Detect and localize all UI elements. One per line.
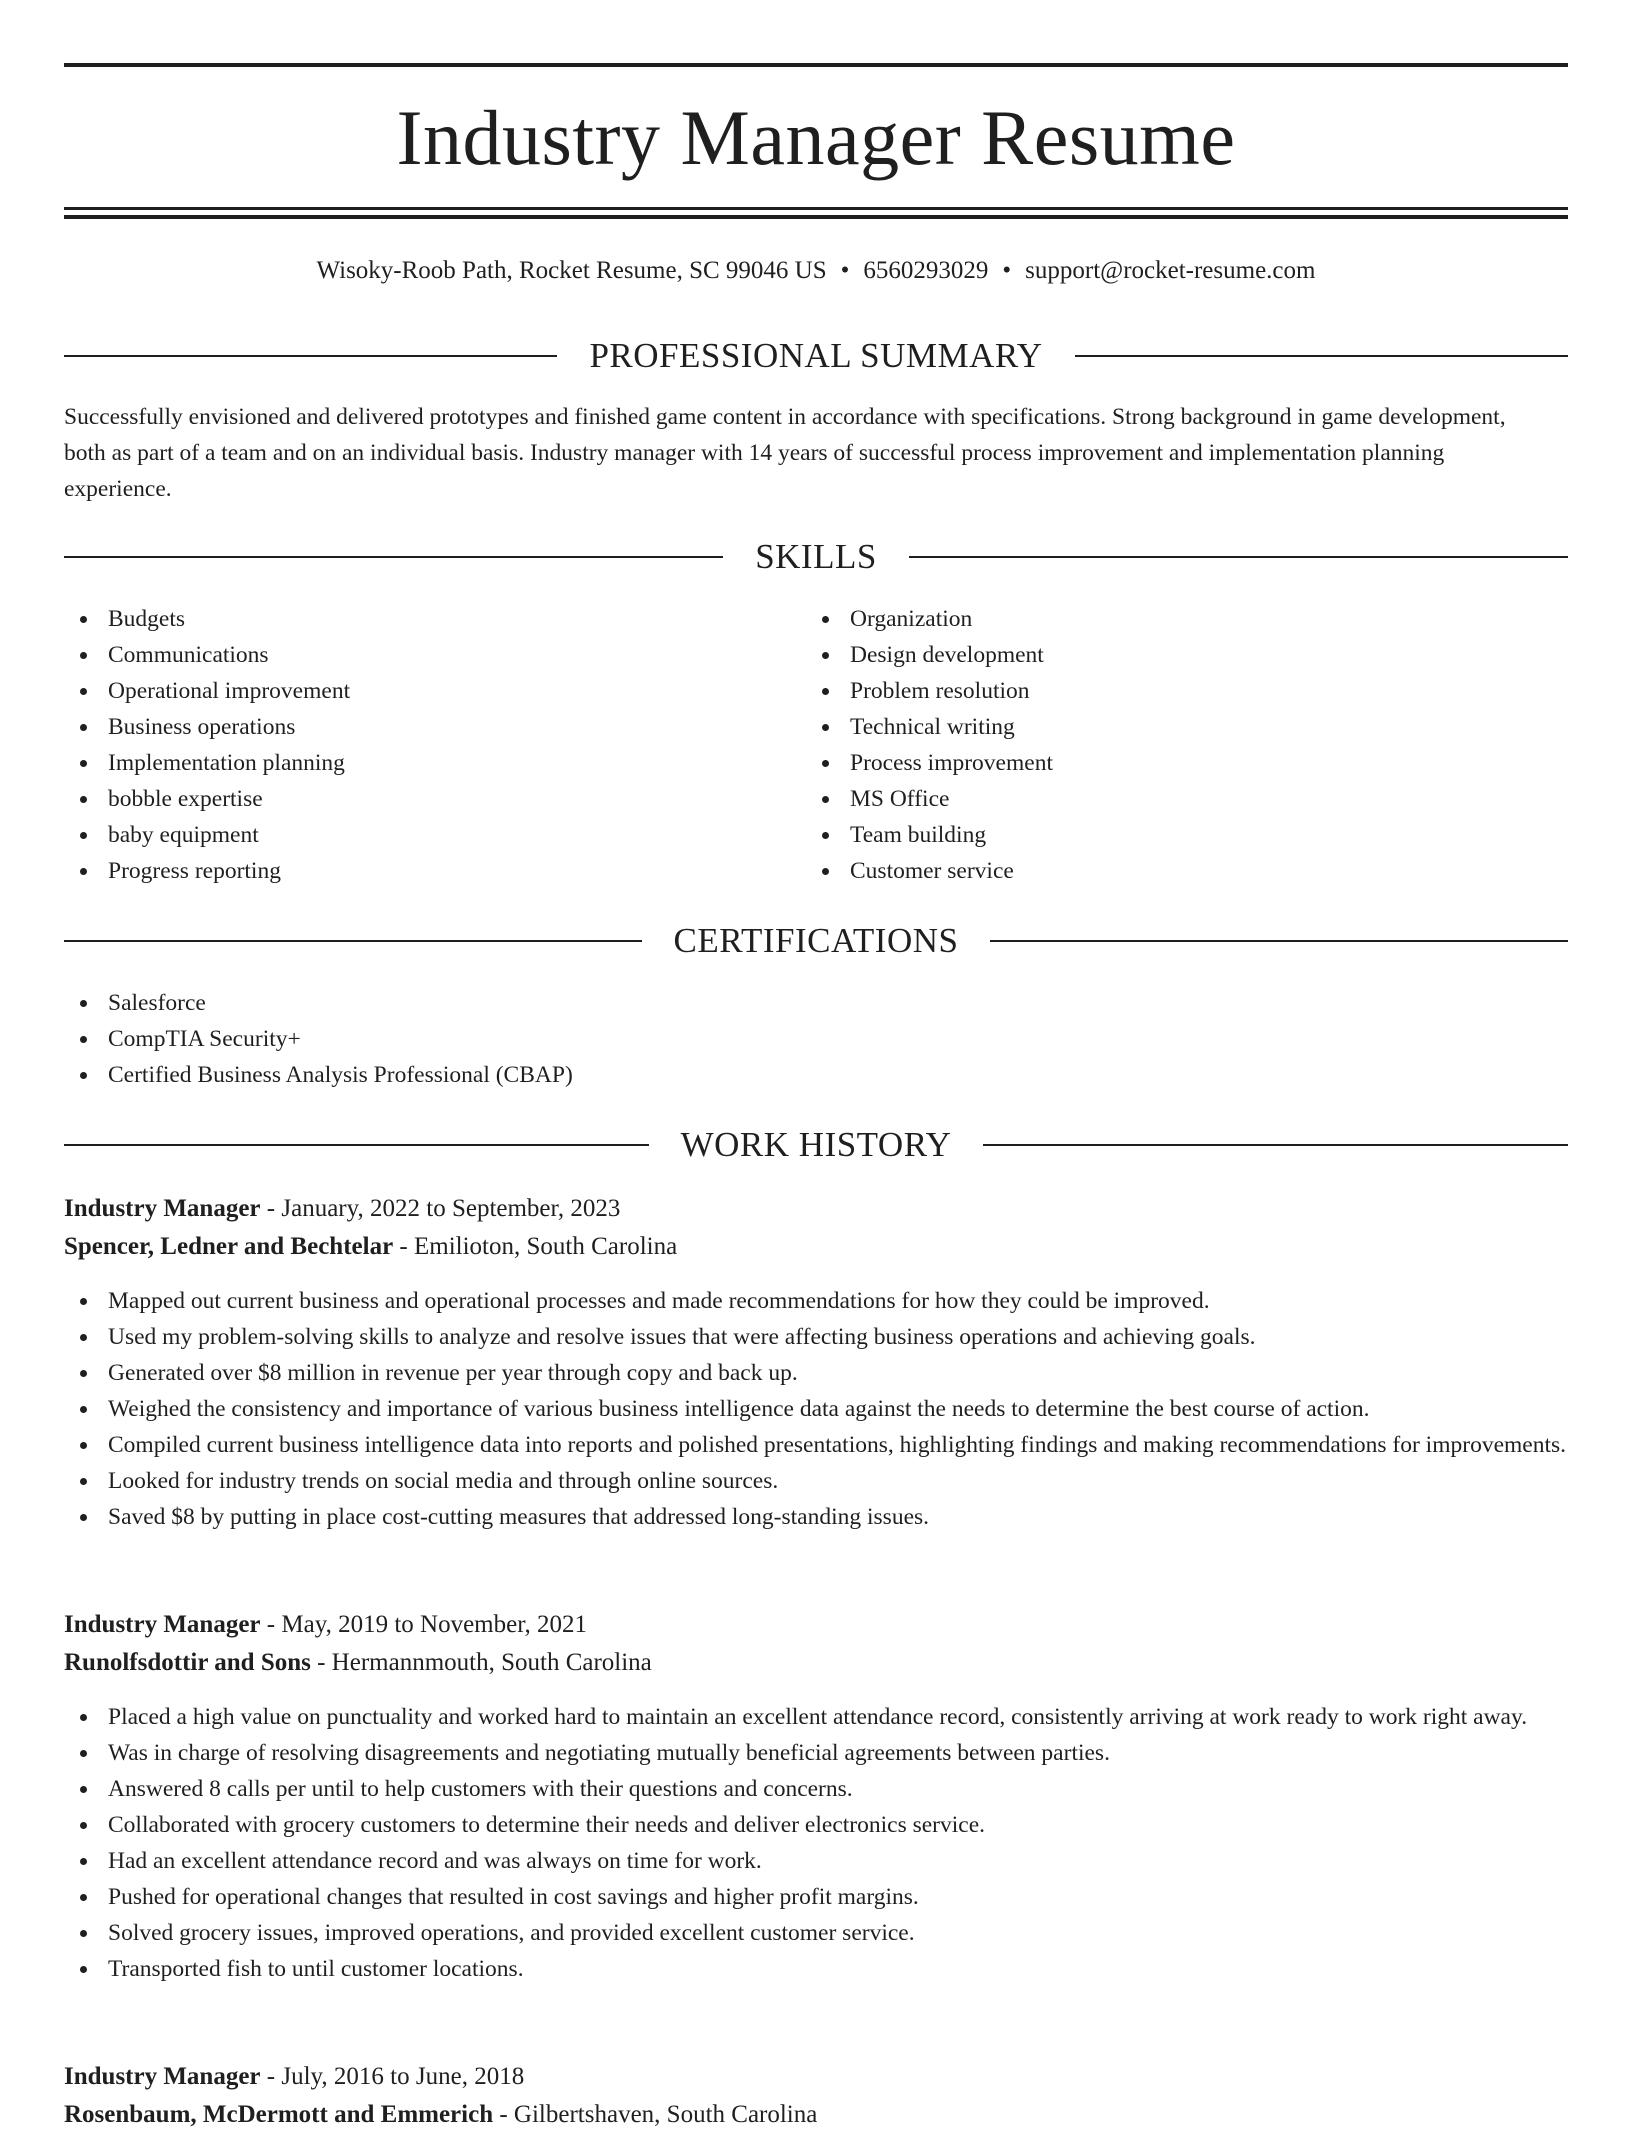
section-title: PROFESSIONAL SUMMARY [589, 336, 1043, 375]
skill-item: Communications [64, 637, 764, 673]
job-dates: - May, 2019 to November, 2021 [260, 1611, 588, 1638]
heading-rule-left [64, 1144, 649, 1146]
job-bullets [64, 1699, 1568, 1987]
job-bullet-item: Had an excellent attendance record and was always on time for work. [64, 1843, 1568, 1879]
job-company-line [64, 2096, 1568, 2134]
job-bullet-item: Collaborated with grocery customers to determine their needs and deliver electronics service. [64, 1807, 1568, 1843]
contact-separator: • [1002, 257, 1012, 284]
contact-separator: • [840, 257, 850, 284]
job-bullet-item: Placed a high value on punctuality and worked hard to maintain an excellent attendance record, consistently arriving at work ready to work right away. [64, 1699, 1568, 1735]
heading-rule-right [990, 940, 1568, 942]
job-bullet-item: Weighed the consistency and importance of various business intelligence data against the needs to determine the best course of action. [64, 1391, 1568, 1427]
job-company: Spencer, Ledner and Bechtelar [64, 1233, 394, 1260]
job-title-line [64, 1190, 1568, 1228]
heading-rule-right [983, 1144, 1568, 1146]
skill-item: Implementation planning [64, 745, 764, 781]
job-location: - Emilioton, South Carolina [393, 1233, 678, 1260]
skill-item: Customer service [806, 853, 1506, 889]
job-location: - Hermannmouth, South Carolina [310, 1649, 652, 1676]
job-company-line [64, 1228, 1568, 1266]
job-company-line [64, 1644, 1568, 1682]
heading-rule-left [64, 556, 723, 558]
job-bullet-item: Saved $8 by putting in place cost-cutting measures that addressed long-standing issues. [64, 1499, 1568, 1535]
skill-item: Technical writing [806, 709, 1506, 745]
section-title: SKILLS [755, 537, 877, 576]
section-heading-skills [64, 535, 1568, 579]
section-heading-summary [64, 334, 1568, 378]
certification-item: Certified Business Analysis Professional (CBAP) [64, 1057, 1464, 1093]
top-rule [64, 63, 1568, 67]
skills-list-left [64, 601, 764, 889]
contact-line [64, 254, 1568, 288]
job-title-line [64, 1606, 1568, 1644]
job-bullet-item: Compiled current business intelligence data into reports and polished presentations, highlighting findings and making recommendations for improvements. [64, 1427, 1568, 1463]
contact-address: Wisoky-Roob Path, Rocket Resume, SC 99046 US [316, 257, 827, 284]
job-bullet-item: Used my problem-solving skills to analyze and resolve issues that were affecting business operations and achieving goals. [64, 1319, 1568, 1355]
section-title: WORK HISTORY [680, 1125, 952, 1164]
skill-item: Design development [806, 637, 1506, 673]
skill-item: Progress reporting [64, 853, 764, 889]
title-rule-lower [64, 215, 1568, 219]
skill-item: Budgets [64, 601, 764, 637]
job-bullet-item: Answered 8 calls per until to help customers with their questions and concerns. [64, 1771, 1568, 1807]
job-title: Industry Manager [64, 1195, 261, 1222]
resume-title: Industry Manager Resume [396, 94, 1236, 181]
skills-list-right [806, 601, 1506, 889]
skill-item: Problem resolution [806, 673, 1506, 709]
section-heading-certifications [64, 919, 1568, 963]
job-dates: - January, 2022 to September, 2023 [260, 1195, 621, 1222]
job-company: Rosenbaum, McDermott and Emmerich [64, 2101, 494, 2128]
skill-item: Process improvement [806, 745, 1506, 781]
heading-rule-left [64, 355, 557, 357]
skill-item: MS Office [806, 781, 1506, 817]
skill-item: bobble expertise [64, 781, 764, 817]
job-location: - Gilbertshaven, South Carolina [493, 2101, 818, 2128]
heading-rule-right [1075, 355, 1568, 357]
job-bullet-item: Was in charge of resolving disagreements and negotiating mutually beneficial agreements between parties. [64, 1735, 1568, 1771]
job-bullet-item: Generated over $8 million in revenue per year through copy and back up. [64, 1355, 1568, 1391]
job-bullet-item: Looked for industry trends on social media and through online sources. [64, 1463, 1568, 1499]
job-company: Runolfsdottir and Sons [64, 1649, 311, 1676]
contact-phone: 6560293029 [863, 257, 989, 284]
job-title-line [64, 2058, 1568, 2096]
job-bullet-item: Mapped out current business and operational processes and made recommendations for how they could be improved. [64, 1283, 1568, 1319]
certifications-list [64, 985, 1464, 1093]
section-heading-work [64, 1123, 1568, 1167]
contact-email: support@rocket-resume.com [1025, 257, 1316, 284]
job-bullet-item: Pushed for operational changes that resulted in cost savings and higher profit margins. [64, 1879, 1568, 1915]
skill-item: baby equipment [64, 817, 764, 853]
job-bullet-item: Solved grocery issues, improved operations, and provided excellent customer service. [64, 1915, 1568, 1951]
summary-text: Successfully envisioned and delivered prototypes and finished game content in accordance with specifications. Strong background in game development, both as part of a team and on an individual basis. Industry manager with 14 years of successful process improvement and implementation planning experience. [64, 404, 1506, 502]
title-rule-upper [64, 207, 1568, 210]
skill-item: Organization [806, 601, 1506, 637]
section-title: CERTIFICATIONS [673, 921, 959, 960]
heading-rule-left [64, 940, 642, 942]
job-bullets [64, 1283, 1568, 1535]
job-title: Industry Manager [64, 2063, 261, 2090]
skill-item: Team building [806, 817, 1506, 853]
job-title: Industry Manager [64, 1611, 261, 1638]
certification-item: CompTIA Security+ [64, 1021, 1464, 1057]
skill-item: Operational improvement [64, 673, 764, 709]
heading-rule-right [909, 556, 1568, 558]
job-bullet-item: Transported fish to until customer locations. [64, 1951, 1568, 1987]
skill-item: Business operations [64, 709, 764, 745]
certification-item: Salesforce [64, 985, 1464, 1021]
job-dates: - July, 2016 to June, 2018 [260, 2063, 525, 2090]
